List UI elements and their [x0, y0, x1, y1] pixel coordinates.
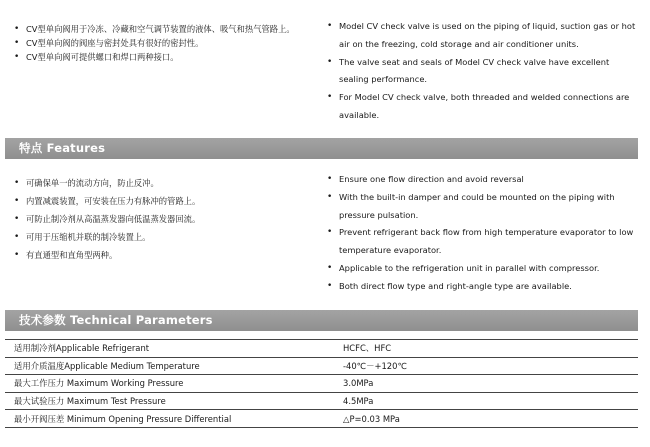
table-row	[5, 375, 638, 393]
param-label: 最大试验压力 Maximum Test Pressure	[5, 392, 334, 410]
intro-en-list	[326, 18, 638, 125]
features-cn-column	[13, 174, 313, 264]
intro-en-item: • The valve seat and seals of Model CV check valve have excellent sealing performance.	[326, 54, 638, 90]
features-cn-item: • 有直通型和直角型两种。	[13, 246, 313, 264]
intro-cn-item: • CV型单向阀可提供螺口和焊口两种接口。	[13, 50, 313, 64]
intro-cn-item: • CV型单向阀的阀座与密封处具有很好的密封性。	[13, 36, 313, 50]
param-label: 适用制冷剂Applicable Refrigerant	[5, 340, 334, 358]
features-cn-item: • 内置减震装置，可安装在压力有脉冲的管路上。	[13, 192, 313, 210]
technical-heading: 技术参数 Technical Parameters	[5, 310, 638, 331]
features-en-item: • Ensure one flow direction and avoid reversal	[326, 171, 638, 189]
param-value: -40℃－+120℃	[334, 357, 638, 375]
param-label: 适用介质温度Applicable Medium Temperature	[5, 357, 334, 375]
param-value: HCFC、HFC	[334, 340, 638, 358]
param-value: 3.0MPa	[334, 375, 638, 393]
features-cn-list	[13, 174, 313, 264]
features-en-item: • Applicable to the refrigeration unit in parallel with compressor.	[326, 260, 638, 278]
table-row	[5, 410, 638, 428]
intro-en-column	[326, 18, 638, 125]
features-cn-item: • 可用于压缩机并联的制冷装置上。	[13, 228, 313, 246]
features-en-item: • Prevent refrigerant back flow from high temperature evaporator to low temperature evaporator.	[326, 224, 638, 260]
intro-cn-column	[13, 22, 313, 65]
table-row	[5, 357, 638, 375]
intro-en-item: • For Model CV check valve, both threaded and welded connections are available.	[326, 89, 638, 125]
intro-cn-item: • CV型单向阀用于冷冻、冷藏和空气调节装置的液体、吸气和热气管路上。	[13, 22, 313, 36]
features-en-item: • Both direct flow type and right-angle type are available.	[326, 278, 638, 296]
param-value: 4.5MPa	[334, 392, 638, 410]
param-label: 最小开阀压差 Minimum Opening Pressure Differential	[5, 410, 334, 428]
features-en-item: • With the built-in damper and could be mounted on the piping with pressure pulsation.	[326, 189, 638, 225]
features-cn-item: • 可确保单一的流动方向，防止反冲。	[13, 174, 313, 192]
param-value: △P=0.03 MPa	[334, 410, 638, 428]
features-heading: 特点 Features	[5, 138, 638, 159]
intro-cn-list	[13, 22, 313, 65]
features-cn-item: • 可防止制冷剂从高温蒸发器向低温蒸发器回流。	[13, 210, 313, 228]
technical-parameters-table	[5, 339, 638, 428]
param-label: 最大工作压力 Maximum Working Pressure	[5, 375, 334, 393]
features-en-list	[326, 171, 638, 296]
table-row	[5, 340, 638, 358]
table-row	[5, 392, 638, 410]
features-en-column	[326, 171, 638, 296]
intro-en-item: • Model CV check valve is used on the piping of liquid, suction gas or hot air on the freezing, cold storage and air conditioner units.	[326, 18, 638, 54]
